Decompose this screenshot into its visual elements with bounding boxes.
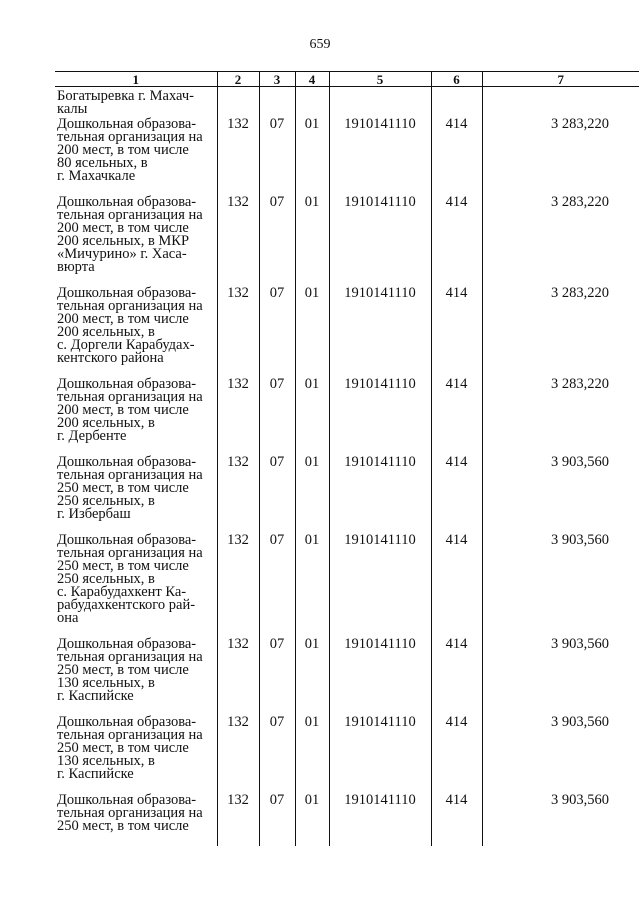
subsection-code-cell: 01 — [295, 794, 329, 846]
object-name-line: 200 мест, в том числе — [57, 401, 189, 418]
object-name-line: Дошкольная образова- — [57, 284, 197, 301]
section-code-cell: 07 — [259, 716, 295, 794]
section-code-cell: 07 — [259, 196, 295, 287]
object-name-line: она — [57, 609, 79, 626]
table-body — [55, 87, 639, 846]
object-name-line: г. Каспийске — [57, 687, 134, 704]
subsection-code-cell — [295, 87, 329, 118]
section-code-cell: 07 — [259, 287, 295, 378]
object-name-line: г. Каспийске — [57, 765, 134, 782]
ministry-code-cell: 132 — [217, 794, 259, 846]
amount-cell: 3 903,560 — [551, 713, 609, 730]
subsection-code-cell: 01 — [295, 378, 329, 456]
table-row — [55, 794, 639, 846]
expense-type-cell: 414 — [431, 118, 482, 196]
object-name-line: Дошкольная образова- — [57, 713, 197, 730]
object-name-line: г. Махачкале — [57, 167, 136, 184]
object-name-line: 250 мест, в том числе — [57, 817, 189, 834]
object-name-cell — [55, 531, 217, 638]
object-name-line: тельная организация на — [57, 804, 203, 821]
amount-cell: 3 903,560 — [551, 791, 609, 808]
amount-cell: 3 903,560 — [551, 635, 609, 652]
object-name-line: тельная организация на — [57, 544, 203, 561]
subsection-code-cell: 01 — [295, 287, 329, 378]
ministry-code-cell: 132 — [217, 118, 259, 196]
section-code-cell: 07 — [259, 456, 295, 534]
object-name-line: 250 мест, в том числе — [57, 661, 189, 678]
object-name-line: 200 ясельных, в МКР — [57, 232, 190, 249]
amount-cell: 3 283,220 — [551, 115, 609, 132]
object-name-cell — [55, 193, 217, 287]
table-row — [55, 196, 639, 287]
subsection-code-cell: 01 — [295, 118, 329, 196]
amount-cell — [482, 87, 639, 118]
object-name-line: 200 мест, в том числе — [57, 310, 189, 327]
amount-cell: 3 283,220 — [551, 284, 609, 301]
object-name-line: Дошкольная образова- — [57, 453, 197, 470]
subsection-code-cell: 01 — [295, 196, 329, 287]
object-name-cell — [55, 375, 217, 456]
ministry-code-cell: 132 — [217, 378, 259, 456]
object-name-line: 130 ясельных, в — [57, 752, 155, 769]
budget-table-container — [55, 71, 639, 846]
object-name-line: «Мичурино» г. Хаса- — [57, 245, 187, 262]
object-name-cell — [55, 115, 217, 196]
ministry-code-cell: 132 — [217, 638, 259, 716]
object-name-line: тельная организация на — [57, 648, 203, 665]
object-name-cell — [55, 713, 217, 794]
object-name-cell — [55, 284, 217, 378]
target-article-cell: 1910141110 — [329, 716, 431, 794]
table-row — [55, 378, 639, 456]
ministry-code-cell: 132 — [217, 534, 259, 638]
object-name-line: кентского района — [57, 349, 164, 366]
expense-type-cell: 414 — [431, 287, 482, 378]
object-name-line: г. Дербенте — [57, 427, 127, 444]
ministry-code-cell: 132 — [217, 716, 259, 794]
target-article-cell: 1910141110 — [329, 196, 431, 287]
column-header-4: 4 — [295, 72, 329, 87]
object-name-line: с. Карабудахкент Ка- — [57, 583, 187, 600]
object-name-line: тельная организация на — [57, 128, 203, 145]
section-code-cell: 07 — [259, 118, 295, 196]
table-row — [55, 87, 639, 118]
object-name-line: 200 мест, в том числе — [57, 219, 189, 236]
object-name-line: Дошкольная образова- — [57, 375, 197, 392]
table-row — [55, 118, 639, 196]
table-row — [55, 716, 639, 794]
amount-cell: 3 283,220 — [551, 375, 609, 392]
ministry-code-cell: 132 — [217, 196, 259, 287]
object-name-line: тельная организация на — [57, 206, 203, 223]
subsection-code-cell: 01 — [295, 534, 329, 638]
expense-type-cell: 414 — [431, 378, 482, 456]
object-name-line: г. Избербаш — [57, 505, 131, 522]
object-name-cell — [55, 453, 217, 534]
object-name-line: Дошкольная образова- — [57, 115, 197, 132]
object-name-line: 80 ясельных, в — [57, 154, 148, 171]
ministry-code-cell — [217, 87, 259, 118]
expense-type-cell: 414 — [431, 456, 482, 534]
object-name-line: калы — [57, 101, 88, 117]
object-name-line: Дошкольная образова- — [57, 791, 197, 808]
target-article-cell: 1910141110 — [329, 287, 431, 378]
page-number: 659 — [309, 37, 331, 52]
object-name-line: 250 мест, в том числе — [57, 479, 189, 496]
object-name-line: Дошкольная образова- — [57, 635, 197, 652]
expense-type-cell: 414 — [431, 534, 482, 638]
object-name-line: тельная организация на — [57, 726, 203, 743]
object-name-line: 250 мест, в том числе — [57, 739, 189, 756]
table-header-row — [55, 72, 639, 87]
object-name-line: тельная организация на — [57, 466, 203, 483]
object-name-line: Дошкольная образова- — [57, 193, 197, 210]
expense-type-cell: 414 — [431, 196, 482, 287]
column-header-6: 6 — [431, 72, 482, 87]
object-name-line: 130 ясельных, в — [57, 674, 155, 691]
subsection-code-cell: 01 — [295, 456, 329, 534]
object-name-cell — [55, 635, 217, 716]
table-row — [55, 638, 639, 716]
object-name-line: тельная организация на — [57, 297, 203, 314]
object-name-line: Дошкольная образова- — [57, 531, 197, 548]
amount-cell: 3 283,220 — [551, 193, 609, 210]
object-name-line: вюрта — [57, 258, 95, 275]
section-code-cell: 07 — [259, 638, 295, 716]
amount-cell: 3 903,560 — [551, 453, 609, 470]
section-code-cell — [259, 87, 295, 118]
object-name-line: 200 ясельных, в — [57, 414, 155, 431]
column-header-3: 3 — [259, 72, 295, 87]
expense-type-cell: 414 — [431, 716, 482, 794]
object-name-cell — [55, 87, 217, 118]
object-name-line: с. Доргели Карабудах- — [57, 336, 195, 353]
column-header-5: 5 — [329, 72, 431, 87]
budget-table — [55, 71, 639, 846]
amount-cell: 3 903,560 — [551, 531, 609, 548]
expense-type-cell: 414 — [431, 794, 482, 846]
object-name-line: 250 ясельных, в — [57, 570, 155, 587]
target-article-cell: 1910141110 — [329, 638, 431, 716]
table-row — [55, 456, 639, 534]
column-header-2: 2 — [217, 72, 259, 87]
target-article-cell: 1910141110 — [329, 118, 431, 196]
subsection-code-cell: 01 — [295, 716, 329, 794]
target-article-cell: 1910141110 — [329, 378, 431, 456]
object-name-line: 250 ясельных, в — [57, 492, 155, 509]
expense-type-cell: 414 — [431, 638, 482, 716]
expense-type-cell — [431, 87, 482, 118]
table-row — [55, 534, 639, 638]
object-name-line: Богатыревка г. Махач- — [57, 88, 195, 104]
object-name-line: 200 ясельных, в — [57, 323, 155, 340]
table-row — [55, 287, 639, 378]
ministry-code-cell: 132 — [217, 456, 259, 534]
subsection-code-cell: 01 — [295, 638, 329, 716]
target-article-cell: 1910141110 — [329, 456, 431, 534]
target-article-cell — [329, 87, 431, 118]
object-name-line: 200 мест, в том числе — [57, 141, 189, 158]
object-name-line: тельная организация на — [57, 388, 203, 405]
target-article-cell: 1910141110 — [329, 794, 431, 846]
ministry-code-cell: 132 — [217, 287, 259, 378]
section-code-cell: 07 — [259, 534, 295, 638]
section-code-cell: 07 — [259, 378, 295, 456]
section-code-cell: 07 — [259, 794, 295, 846]
object-name-line: 250 мест, в том числе — [57, 557, 189, 574]
target-article-cell: 1910141110 — [329, 534, 431, 638]
object-name-line: рабудахкентского рай- — [57, 596, 196, 613]
column-header-7: 7 — [482, 72, 639, 87]
object-name-cell — [55, 791, 217, 846]
column-header-1: 1 — [55, 72, 217, 87]
